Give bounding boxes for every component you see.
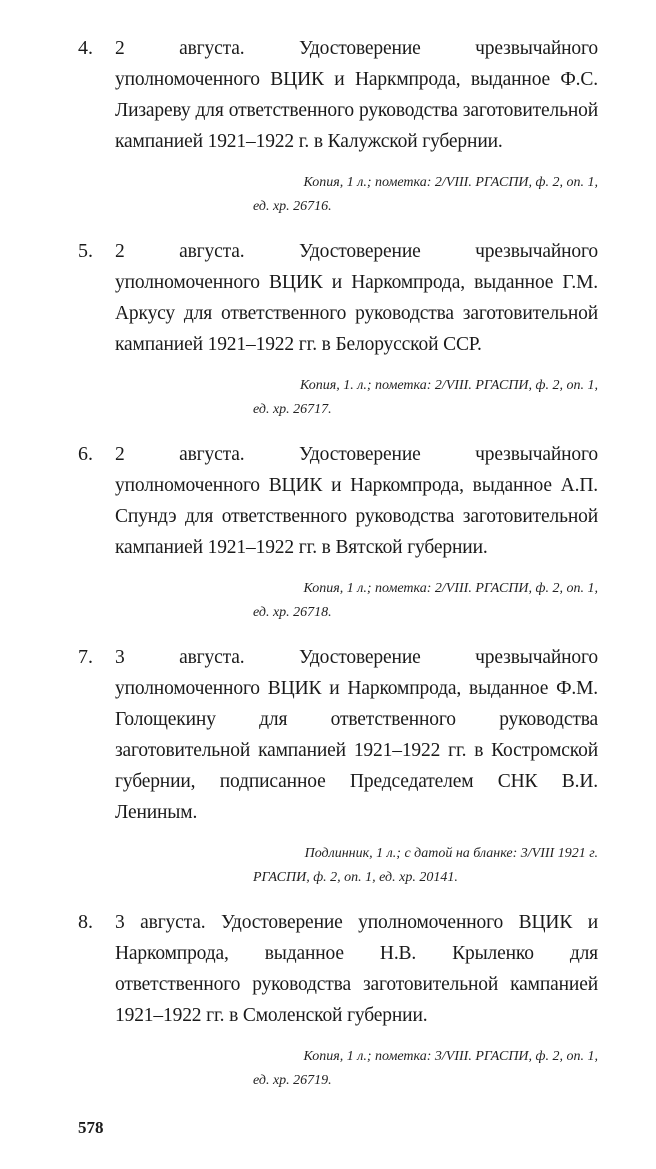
entry-number: 6. bbox=[78, 443, 93, 465]
entry-8 bbox=[78, 907, 598, 1031]
entry-text: 3 августа. Удостоверение чрезвычайного уполномоченного ВЦИК и Наркомпрода, выданное Ф.М. Голощекину для ответственного руководства заготовительной кампанией 1921–1922 гг. в Костромской губернии, подписанное Председателем СНК В.И. Лениным. bbox=[115, 647, 598, 823]
note-line: РГАСПИ, ф. 2, оп. 1, ед. хр. 20141. bbox=[253, 870, 458, 885]
archival-note bbox=[253, 374, 598, 422]
entry-text: 3 августа. Удостоверение уполномоченного ВЦИК и Наркомпрода, выданное Н.В. Крыленко для ответственного руководства заготовительной кампанией 1921–1922 гг. в Смоленской губернии. bbox=[115, 912, 598, 1026]
note-line: Копия, 1. л.; пометка: 2/VIII. РГАСПИ, ф. 2, оп. 1, bbox=[299, 378, 598, 393]
note-line: ед. хр. 26717. bbox=[253, 402, 332, 417]
entry-text: 2 августа. Удостоверение чрезвычайного уполномоченного ВЦИК и Наркмпрода, выданное Ф.С. Лизареву для ответственного руководства заготовительной кампанией 1921–1922 г. в Калужской губернии. bbox=[115, 38, 598, 152]
note-line: Подлинник, 1 л.; с датой на бланке: 3/VIII 1921 г. bbox=[304, 846, 598, 861]
note-line: Копия, 1 л.; пометка: 2/VIII. РГАСПИ, ф. 2, оп. 1, bbox=[303, 581, 598, 596]
entry-text: 2 августа. Удостоверение чрезвычайного уполномоченного ВЦИК и Наркомпрода, выданное Г.М. Аркусу для ответственного руководства заготовительной кампанией 1921–1922 гг. в Белорусской ССР. bbox=[115, 241, 598, 355]
entry-number: 7. bbox=[78, 646, 93, 668]
page-number: 578 bbox=[78, 1118, 104, 1137]
archival-note bbox=[253, 577, 598, 625]
entry-number: 5. bbox=[78, 240, 93, 262]
entry-number: 8. bbox=[78, 911, 93, 933]
note-line: ед. хр. 26719. bbox=[253, 1073, 332, 1088]
entry-5 bbox=[78, 236, 598, 360]
entry-number: 4. bbox=[78, 37, 93, 59]
archival-note bbox=[253, 171, 598, 219]
entry-4 bbox=[78, 33, 598, 157]
note-line: Копия, 1 л.; пометка: 2/VIII. РГАСПИ, ф. 2, оп. 1, bbox=[303, 175, 598, 190]
note-line: Копия, 1 л.; пометка: 3/VIII. РГАСПИ, ф. 2, оп. 1, bbox=[303, 1049, 598, 1064]
archival-note bbox=[253, 842, 598, 890]
entry-6 bbox=[78, 439, 598, 563]
note-line: ед. хр. 26718. bbox=[253, 605, 332, 620]
entry-7 bbox=[78, 642, 598, 828]
note-line: ед. хр. 26716. bbox=[253, 199, 332, 214]
archival-note bbox=[253, 1045, 598, 1093]
entry-text: 2 августа. Удостоверение чрезвычайного уполномоченного ВЦИК и Наркомпрода, выданное А.П. Спундэ для ответственного руководства заготовительной кампанией 1921–1922 гг. в Вятской губернии. bbox=[115, 444, 598, 558]
